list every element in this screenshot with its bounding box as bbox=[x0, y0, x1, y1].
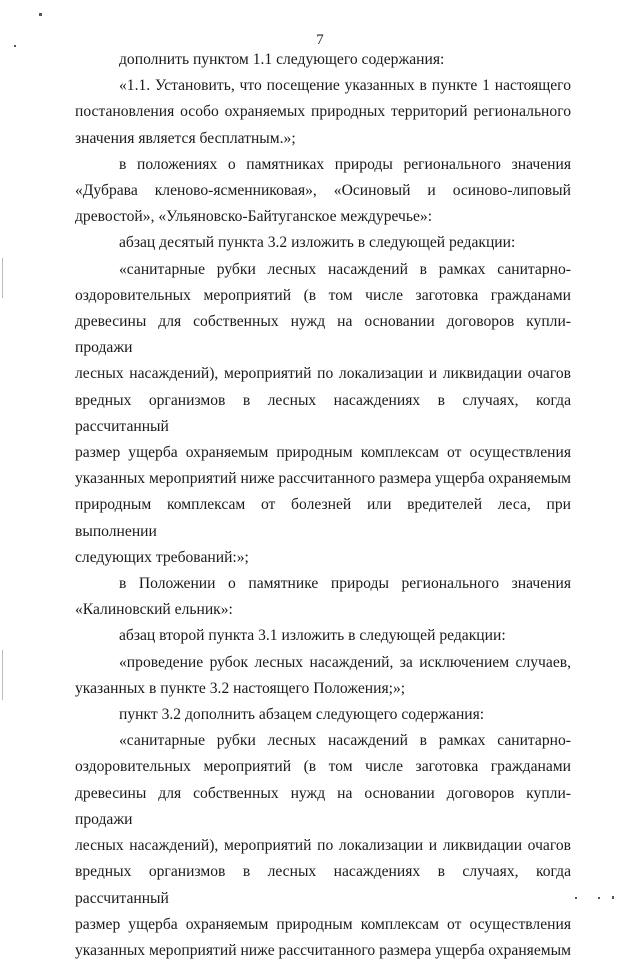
paragraph bbox=[75, 623, 571, 649]
scan-speck bbox=[39, 13, 42, 16]
paragraph bbox=[75, 571, 571, 623]
paragraph bbox=[75, 230, 571, 256]
text-line: «проведение рубок лесных насаждений, за исключением случаев, bbox=[119, 653, 571, 671]
scan-edge-line bbox=[2, 650, 3, 700]
text-line: указанных в пункте 3.2 настоящего Положения;»; bbox=[75, 679, 406, 697]
text-line: древостой», «Ульяновско-Байтуганское междуречье»: bbox=[75, 208, 433, 226]
document-body bbox=[75, 47, 571, 964]
text-line: указанных мероприятий ниже рассчитанного размера ущерба охраняемым bbox=[75, 941, 571, 959]
text-line: лесных насаждений), мероприятий по локализации и ликвидации очагов bbox=[75, 365, 571, 383]
text-line: размер ущерба охраняемым природным комплексам от осуществления bbox=[75, 915, 571, 933]
paragraph bbox=[75, 728, 571, 964]
text-line: оздоровительных мероприятий (в том числе заготовка гражданами bbox=[75, 758, 571, 776]
text-line: древесины для собственных нужд на основании договоров купли-продажи bbox=[75, 313, 571, 357]
text-line: абзац второй пункта 3.1 изложить в следующей редакции: bbox=[119, 627, 506, 645]
text-line: в положениях о памятниках природы регионального значения bbox=[119, 155, 571, 173]
page-number: 7 bbox=[316, 32, 324, 48]
scan-speck bbox=[575, 897, 577, 899]
text-line: значения является бесплатным.»; bbox=[75, 129, 296, 147]
text-line: следующих требований:»; bbox=[75, 548, 249, 566]
text-line: вредных организмов в лесных насаждениях в случаях, когда рассчитанный bbox=[75, 863, 571, 907]
paragraph bbox=[75, 152, 571, 231]
text-line: природным комплексам от болезней или вредителей леса, при выполнении bbox=[75, 496, 571, 540]
text-line: пункт 3.2 дополнить абзацем следующего содержания: bbox=[119, 706, 485, 724]
paragraph bbox=[75, 73, 571, 152]
text-line: древесины для собственных нужд на основании договоров купли-продажи bbox=[75, 784, 571, 828]
text-line: «1.1. Установить, что посещение указанных в пункте 1 настоящего bbox=[119, 77, 571, 95]
paragraph bbox=[75, 257, 571, 571]
paragraph bbox=[75, 47, 571, 73]
text-line: «санитарные рубки лесных насаждений в рамках санитарно- bbox=[119, 732, 571, 750]
text-line: «санитарные рубки лесных насаждений в рамках санитарно- bbox=[119, 260, 571, 278]
scan-speck bbox=[612, 896, 614, 899]
scan-edge-line bbox=[2, 258, 3, 298]
text-line: лесных насаждений), мероприятий по локализации и ликвидации очагов bbox=[75, 837, 571, 855]
text-line: оздоровительных мероприятий (в том числе заготовка гражданами bbox=[75, 286, 571, 304]
text-line: постановления особо охраняемых природных территорий регионального bbox=[75, 103, 571, 121]
text-line: в Положении о памятнике природы регионального значения bbox=[119, 575, 571, 593]
text-line: «Калиновский ельник»: bbox=[75, 601, 233, 619]
text-line: абзац десятый пункта 3.2 изложить в следующей редакции: bbox=[119, 234, 516, 252]
text-line: вредных организмов в лесных насаждениях в случаях, когда рассчитанный bbox=[75, 391, 571, 435]
paragraph bbox=[75, 702, 571, 728]
text-line: указанных мероприятий ниже рассчитанного размера ущерба охраняемым bbox=[75, 470, 571, 488]
paragraph bbox=[75, 650, 571, 702]
scan-speck bbox=[598, 897, 600, 899]
text-line: размер ущерба охраняемым природным комплексам от осуществления bbox=[75, 444, 571, 462]
text-line: дополнить пунктом 1.1 следующего содержания: bbox=[119, 51, 445, 68]
text-line: «Дубрава кленово-ясменниковая», «Осиновый и осиново-липовый bbox=[75, 182, 571, 200]
